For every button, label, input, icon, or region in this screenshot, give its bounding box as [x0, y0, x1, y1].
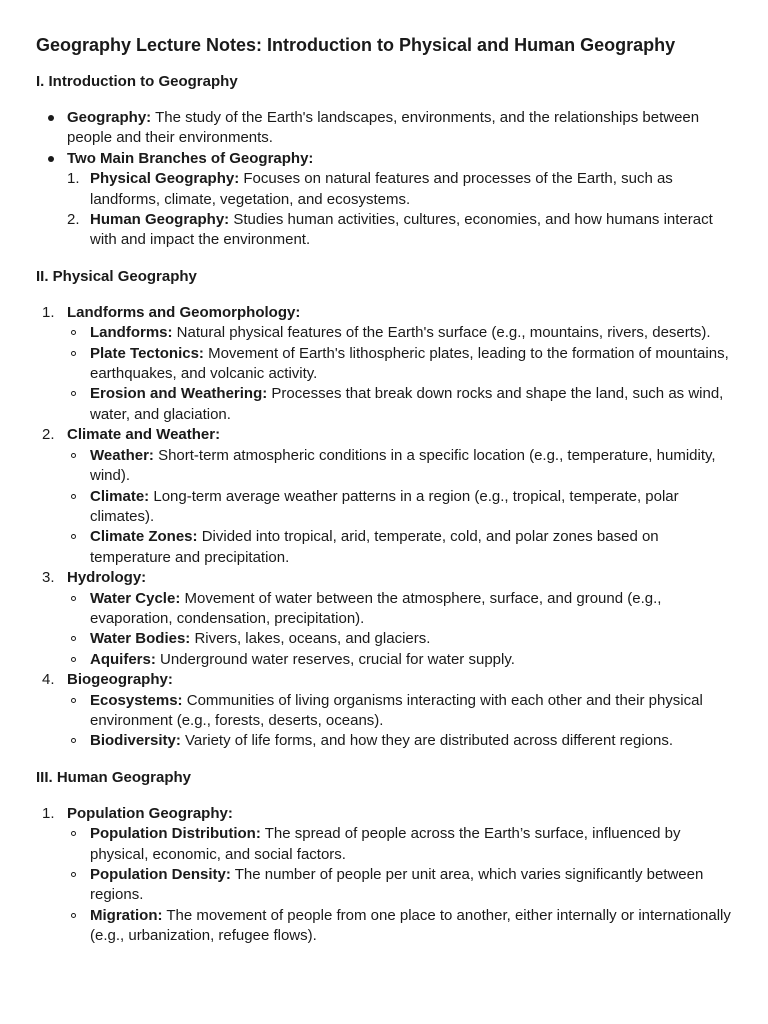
introduction-list: [36, 108, 732, 251]
list-number: 1.: [67, 170, 80, 188]
list-item: [67, 865, 732, 906]
definition-text: Divided into tropical, arid, temperate, cold, and polar zones based on temperature and precipitation.: [90, 528, 659, 566]
list-number: 2.: [67, 211, 80, 229]
term-label: Aquifers:: [90, 650, 156, 668]
sub-list: [67, 446, 732, 568]
list-item: [36, 108, 732, 149]
term-label: Weather:: [90, 446, 154, 464]
definition-text: Variety of life forms, and how they are distributed across different regions.: [180, 732, 674, 750]
term-label: Water Bodies:: [90, 630, 191, 648]
section-heading-introduction: I. Introduction to Geography: [36, 73, 238, 90]
definition-text: Studies human activities, cultures, economies, and how humans interact with and impact the environment.: [90, 211, 713, 249]
definition-text: Rivers, lakes, oceans, and glaciers.: [190, 630, 431, 648]
list-item: [36, 303, 732, 425]
physical-geography-list: [36, 303, 732, 752]
sub-list: [67, 323, 732, 425]
definition-text: Long-term average weather patterns in a region (e.g., tropical, temperate, polar climates).: [90, 487, 679, 525]
list-number: 1.: [42, 303, 55, 321]
list-item: [67, 446, 732, 487]
list-number: 4.: [42, 671, 55, 689]
list-item: [67, 210, 732, 251]
definition-text: Short-term atmospheric conditions in a specific location (e.g., temperature, humidity, wind).: [90, 446, 716, 485]
topic-label: Landforms and Geomorphology:: [67, 303, 301, 321]
list-item: [67, 384, 732, 425]
term-label: Migration:: [90, 906, 163, 924]
definition-text: The study of the Earth's landscapes, environments, and the relationships between people and their environments.: [67, 109, 700, 147]
list-item: [67, 906, 732, 947]
term-label: Water Cycle:: [90, 589, 181, 607]
list-item: [67, 731, 732, 751]
list-number: 1.: [42, 804, 55, 822]
term-label: Plate Tectonics:: [90, 344, 204, 362]
list-item: [67, 691, 732, 732]
topic-label: Hydrology:: [67, 569, 147, 587]
term-label: Two Main Branches of Geography:: [67, 149, 314, 167]
definition-text: Processes that break down rocks and shape the land, such as wind, water, and glaciation.: [90, 385, 724, 423]
definition-text: Natural physical features of the Earth's surface (e.g., mountains, rivers, deserts).: [172, 324, 711, 342]
definition-text: The number of people per unit area, which varies significantly between regions.: [90, 866, 704, 904]
sub-list: [67, 589, 732, 671]
sub-list: [67, 824, 732, 946]
definition-text: Focuses on natural features and processes of the Earth, such as landforms, climate, vegetation, and ecosystems.: [90, 170, 673, 208]
definition-text: Movement of water between the atmosphere, surface, and ground (e.g., evaporation, condensation, precipitation).: [90, 589, 662, 627]
list-item: [67, 169, 732, 210]
term-label: Geography:: [67, 109, 152, 126]
term-label: Erosion and Weathering:: [90, 385, 268, 403]
term-label: Population Distribution:: [90, 825, 261, 843]
definition-text: The movement of people from one place to another, either internally or internationally (e.g., urbanization, refugee flows).: [90, 906, 731, 945]
topic-label: Biogeography:: [67, 671, 173, 689]
list-item: [36, 670, 732, 752]
definition-text: Movement of Earth's lithospheric plates, leading to the formation of mountains, earthquakes, and volcanic activity.: [90, 344, 729, 383]
section-heading-human-geography: III. Human Geography: [36, 768, 192, 786]
section-heading-physical-geography: II. Physical Geography: [36, 267, 197, 285]
term-label: Climate Zones:: [90, 528, 198, 546]
document-title: Geography Lecture Notes: Introduction to Physical and Human Geography: [36, 35, 676, 55]
definition-text: Underground water reserves, crucial for water supply.: [155, 650, 515, 668]
term-label: Landforms:: [90, 324, 173, 342]
list-number: 3.: [42, 569, 55, 587]
list-item: [67, 589, 732, 630]
list-item: [67, 527, 732, 568]
definition-text: The spread of people across the Earth’s surface, influenced by physical, economic, and social factors.: [90, 825, 681, 863]
list-number: 2.: [42, 426, 55, 444]
topic-label: Climate and Weather:: [67, 426, 221, 444]
term-label: Climate:: [90, 487, 150, 505]
term-label: Ecosystems:: [90, 691, 183, 709]
list-item: [67, 629, 732, 649]
term-label: Population Density:: [90, 866, 231, 883]
topic-label: Population Geography:: [67, 804, 233, 822]
sub-list: [67, 691, 732, 752]
list-item: [36, 804, 732, 947]
list-item: [67, 323, 732, 343]
list-item: [36, 149, 732, 251]
list-item: [67, 487, 732, 528]
term-label: Physical Geography:: [90, 170, 240, 188]
human-geography-list: [36, 804, 732, 947]
branches-list: [67, 169, 732, 251]
list-item: [36, 568, 732, 670]
definition-text: Communities of living organisms interacting with each other and their physical environment (e.g., forests, deserts, oceans).: [90, 691, 703, 729]
list-item: [67, 344, 732, 385]
list-item: [67, 650, 732, 670]
list-item: [36, 425, 732, 568]
list-item: [67, 824, 732, 865]
term-label: Biodiversity:: [90, 732, 181, 750]
term-label: Human Geography:: [90, 211, 230, 229]
